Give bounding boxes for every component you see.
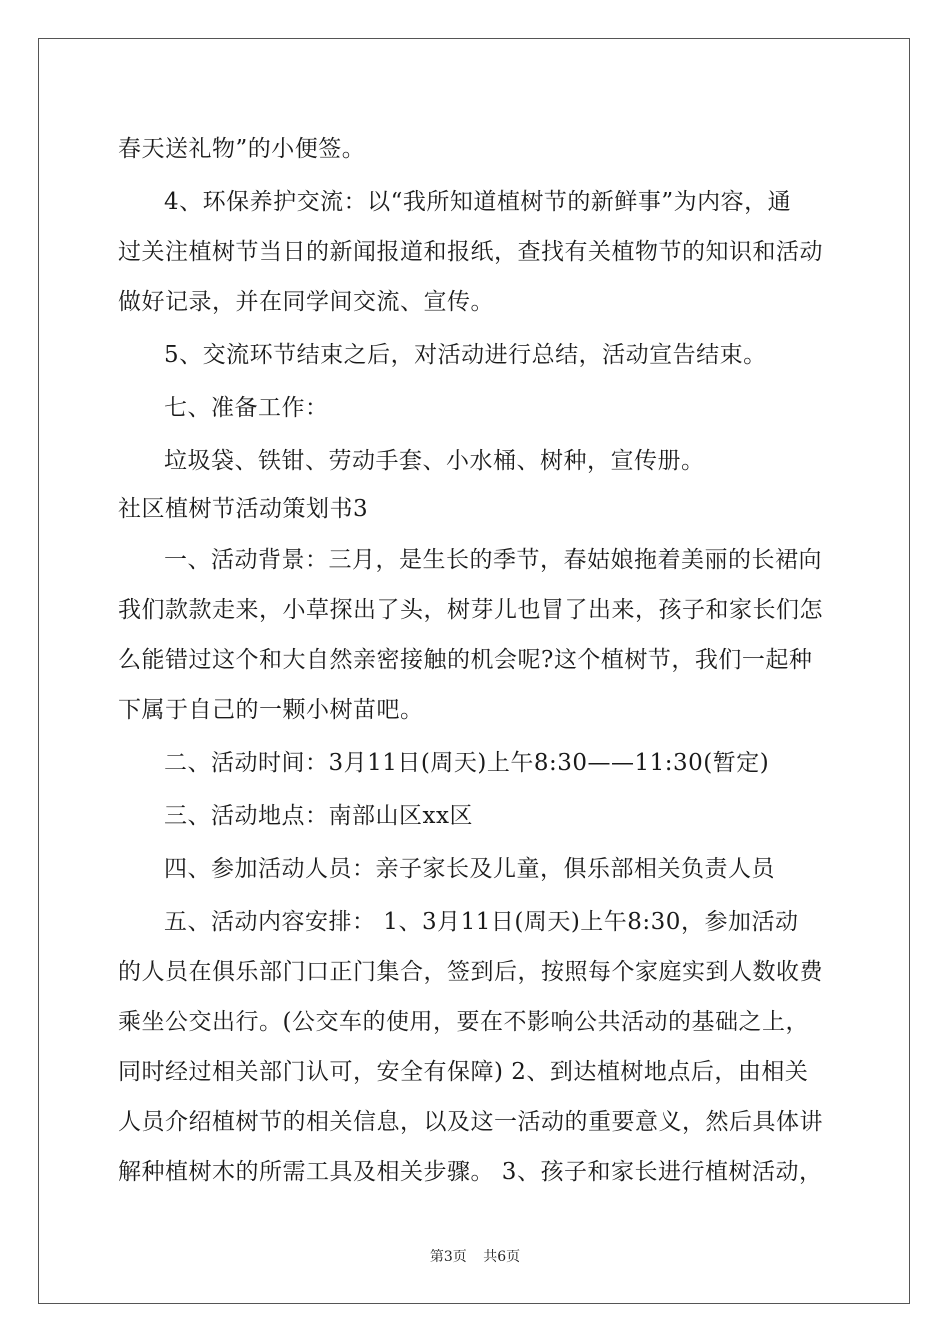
paragraph-line: 五、活动内容安排： 1、3月11日(周天)上午8:30，参加活动 bbox=[164, 909, 799, 935]
document-body bbox=[118, 124, 836, 1197]
page-footer bbox=[0, 1246, 950, 1266]
paragraph-line: 做好记录，并在同学间交流、宣传。 bbox=[118, 289, 494, 315]
paragraph-line: 过关注植树节当日的新闻报道和报纸，查找有关植物节的知识和活动 bbox=[118, 239, 823, 265]
paragraph-line: 我们款款走来，小草探出了头，树芽儿也冒了出来，孩子和家长们怎 bbox=[118, 597, 823, 623]
paragraph-line: 一、活动背景：三月，是生长的季节，春姑娘拖着美丽的长裙向 bbox=[164, 547, 822, 573]
paragraph-line: 春天送礼物”的小便签。 bbox=[118, 136, 366, 162]
paragraph-line: 垃圾袋、铁钳、劳动手套、小水桶、树种，宣传册。 bbox=[164, 448, 705, 474]
page-total: 共6页 bbox=[483, 1249, 521, 1265]
paragraph-line: 解种植树木的所需工具及相关步骤。 3、孩子和家长进行植树活动， bbox=[118, 1159, 823, 1185]
paragraph-line: 三、活动地点：南部山区xx区 bbox=[164, 803, 473, 829]
document-title: 社区植树节活动策划书3 bbox=[118, 496, 369, 522]
section-heading: 七、准备工作： bbox=[164, 395, 329, 421]
paragraph-line: 5、交流环节结束之后，对活动进行总结，活动宣告结束。 bbox=[164, 342, 767, 368]
page-number: 第3页 bbox=[429, 1249, 467, 1265]
paragraph-line: 下属于自己的一颗小树苗吧。 bbox=[118, 697, 424, 723]
paragraph-line: 人员介绍植树节的相关信息，以及这一活动的重要意义，然后具体讲 bbox=[118, 1109, 823, 1135]
paragraph-line: 二、活动时间：3月11日(周天)上午8:30——11:30(暂定) bbox=[164, 750, 770, 776]
paragraph-line: 么能错过这个和大自然亲密接触的机会呢?这个植树节，我们一起种 bbox=[118, 647, 813, 673]
paragraph-line: 四、参加活动人员：亲子家长及儿童，俱乐部相关负责人员 bbox=[164, 856, 775, 882]
paragraph-line: 4、环保养护交流：以“我所知道植树节的新鲜事”为内容，通 bbox=[164, 189, 792, 215]
paragraph-line: 乘坐公交出行。(公交车的使用，要在不影响公共活动的基础之上， bbox=[118, 1009, 809, 1035]
paragraph-line: 的人员在俱乐部门口正门集合，签到后，按照每个家庭实到人数收费 bbox=[118, 959, 823, 985]
paragraph-line: 同时经过相关部门认可，安全有保障) 2、到达植树地点后，由相关 bbox=[118, 1059, 809, 1085]
